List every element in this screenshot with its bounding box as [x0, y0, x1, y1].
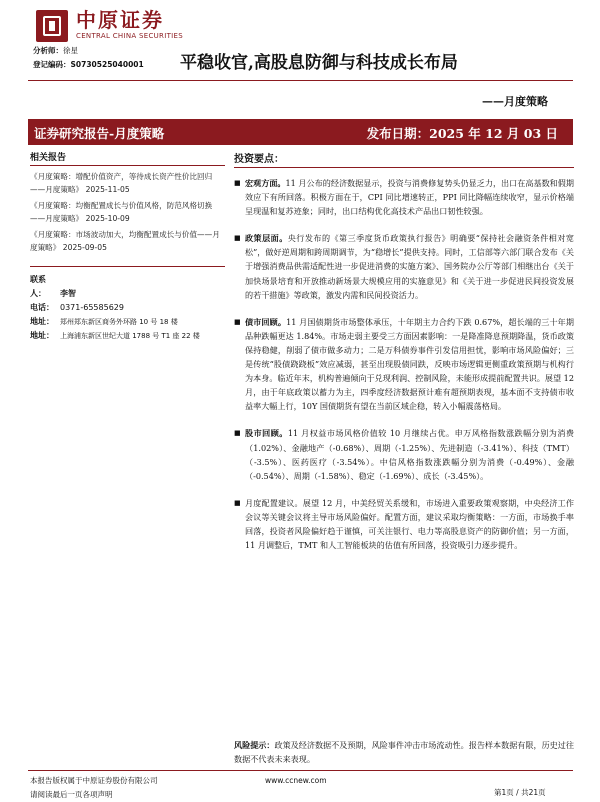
- key-points-section: [234, 150, 574, 565]
- sidebar: [30, 150, 225, 343]
- analyst-line: [33, 44, 78, 58]
- logo-english-name: CENTRAL CHINA SECURITIES: [76, 32, 183, 40]
- address-shanghai: 上海浦东新区世纪大道 1788 号 T1 座 22 楼: [60, 332, 200, 340]
- registration-line: [33, 58, 144, 72]
- report-type: 证券研究报告-月度策略: [34, 126, 165, 141]
- phone-label: 电话：: [30, 303, 54, 312]
- key-point-policy: [234, 231, 574, 301]
- related-reports-heading: 相关报告: [30, 150, 225, 166]
- contact-name: 李智: [60, 289, 76, 298]
- key-point-bond: [234, 315, 574, 414]
- risk-warning: [234, 738, 574, 766]
- page-number: 第1页 / 共21页: [494, 788, 546, 797]
- phone-number: 0371-65585629: [60, 303, 124, 312]
- registration-code: S0730525040001: [70, 60, 144, 69]
- logo-chinese-name: 中原证券: [76, 8, 164, 32]
- key-point-title: 宏观方面。: [245, 178, 286, 188]
- key-point-text: 央行发布的《第三季度货币政策执行报告》明确要“保持社会融资条件相对宽松”，做好逆周期和跨周期调节，为“稳增长”提供支持。同时，工信部等六部门联合发布《关于增强消费品供需适配性进一步促进消费的实施方案》、国务院办公厅等部门相继出台《关于加快场景培育和开放推动新场景大规模应用的实施意见》和《关于进一步促进民间投资发展的若干措施》等政策，激发内需和民间投资活力。: [245, 233, 574, 300]
- contact-person-row: [30, 273, 225, 301]
- report-title: 平稳收官,高股息防御与科技成长布局: [180, 53, 458, 73]
- disclaimer-text: 请阅读最后一页各项声明: [30, 790, 113, 799]
- report-banner: [28, 119, 573, 145]
- risk-text: 政策及经济数据不及预期，风险事件冲击市场流动性。报告样本数据有限，历史过往数据不代表未来表现。: [234, 740, 574, 764]
- footer-divider: [28, 770, 573, 771]
- copyright-text: 本报告版权属于中原证券股份有限公司: [30, 776, 158, 785]
- key-point-equity: [234, 426, 574, 482]
- risk-label: 风险提示：: [234, 740, 275, 750]
- footer-notice: [30, 774, 158, 802]
- related-report-item[interactable]: 《月度策略：增配价值资产，等待成长资产性价比回归——月度策略》 2025-11-05: [30, 172, 213, 194]
- address-row: [30, 315, 225, 329]
- key-point-text: 11 月权益市场风格价值较 10 月继续占优。申万风格指数涨跌幅分别为消费（1.02%）、金融地产（-0.68%）、周期（-1.25%）、先进制造（-3.41%）、科技（TMT）（-3.5%）、医药医疗（-3.54%）。中信风格指数涨跌幅分别为消费（-0.49%）、金融（-0.54%）、周期（-1.58%）、稳定（-1.69%）、成长（-3.45%）。: [245, 428, 574, 481]
- publish-date: 发布日期：2025 年 12 月 03 日: [366, 126, 558, 141]
- address-label-2: 地址：: [30, 331, 54, 340]
- company-logo: [36, 8, 186, 44]
- key-point-text: 11 月国债期货市场整体承压，十年期主力合约下跌 0.67%，超长端的三十年期品种跌幅更达 1.84%。市场走弱主要受三方面因素影响：一是降准降息预期降温，货币政策保持稳健，削弱了债市做多动力；二是万科债券事件引发信用担忧，影响市场风险偏好；三是传统“股债跷跷板”效应减弱，甚至出现股债同跌，反映市场逻辑更侧重政策预期与机构行为本身。临近年末，机构普遍倾向于兑现利润、控制风险，未能形成提前配置共识。展望 12 月，由于年底政策以蓄力为主，四季度经济数据预计难有超预期表现，基本面不支持债市收益率大幅上行，10Y 国债期货有望在当前区域企稳，转入小幅震荡格局。: [245, 316, 574, 412]
- contact-label: 联系人：: [30, 275, 46, 298]
- key-point-title: 股市回顾。: [245, 428, 288, 439]
- title-divider: [28, 80, 573, 81]
- related-report-item[interactable]: 《月度策略：市场波动加大，均衡配置成长与价值——月度策略》 2025-09-05: [30, 230, 220, 252]
- website-link[interactable]: www.ccnew.com: [265, 776, 327, 785]
- address-zhengzhou: 郑州郑东新区商务外环路 10 号 18 楼: [60, 318, 178, 326]
- key-point-title: 政策层面。: [245, 233, 288, 244]
- key-point-title: 债市回顾。: [245, 316, 287, 327]
- key-point-allocation: [234, 496, 574, 552]
- analyst-label: 分析师：: [33, 46, 63, 55]
- report-subtitle: ——月度策略: [482, 95, 548, 108]
- address-row-2: [30, 329, 225, 343]
- key-point-macro: [234, 176, 574, 218]
- phone-row: [30, 301, 225, 315]
- logo-mark-icon: [36, 10, 68, 42]
- key-points-heading: 投资要点：: [234, 150, 574, 168]
- contact-block: [30, 266, 225, 343]
- registration-label: 登记编码：: [33, 60, 71, 69]
- analyst-name: 徐星: [63, 46, 78, 55]
- related-report-item[interactable]: 《月度策略：均衡配置成长与价值风格，防范风格切换——月度策略》 2025-10-09: [30, 201, 213, 223]
- key-point-text: 11 月公布的经济数据显示，投资与消费修复势头仍显乏力，出口在高基数和假期效应下有所回落。积极方面在于，CPI 同比增速转正，PPI 同比降幅连续收窄，显示价格端呈现温和复苏迹象；同时，出口结构优化高技术产品出口韧性较强。: [245, 178, 574, 217]
- key-point-text: 月度配置建议。展望 12 月，中美经贸关系缓和，市场进入重要政策观察期，中央经济工作会议等关键会议将主导市场风险偏好。配置方面，建议采取均衡策略：一方面，市场换手率回落，投资者风险偏好趋于谨慎，可关注银行、电力等高股息资产的防御价值；另一方面，11 月调整后，TMT 和人工智能板块的估值有所回落，投资吸引力逐步提升。: [245, 497, 574, 551]
- address-label: 地址：: [30, 317, 54, 326]
